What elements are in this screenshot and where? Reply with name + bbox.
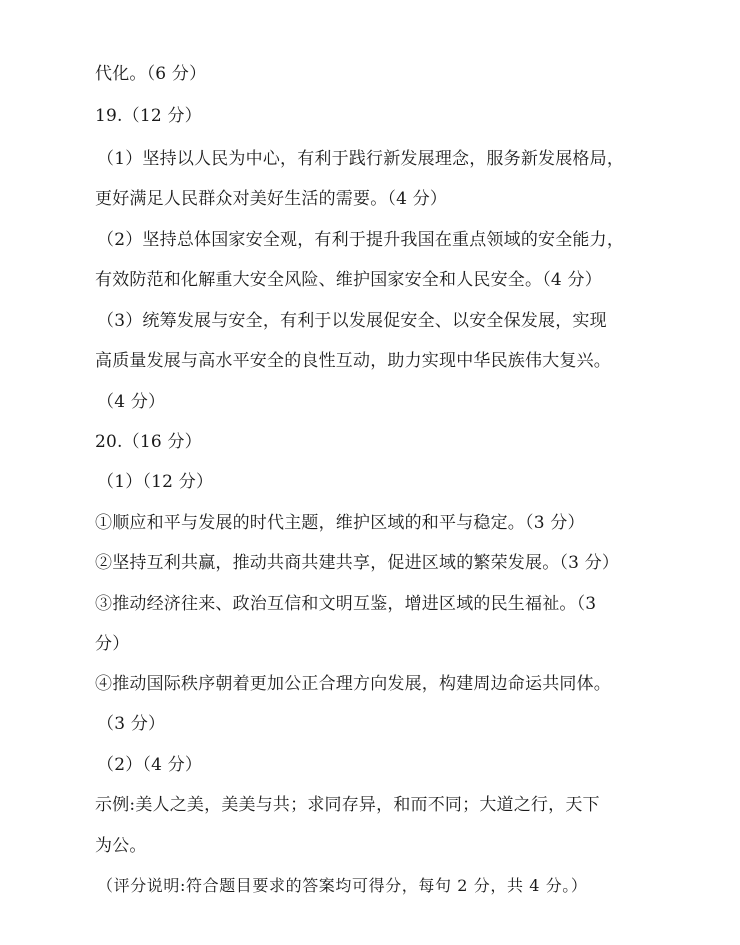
q19-point1-line1: （1）坚持以人民为中心，有利于践行新发展理念，服务新发展格局，: [97, 149, 625, 169]
q20-item4-line1: ④推动国际秩序朝着更加公正合理方向发展，构建周边命运共同体。: [95, 674, 611, 694]
q20-example-line2: 为公。: [95, 836, 147, 856]
q20-example-line1: 示例:美人之美，美美与共；求同存异，和而不同；大道之行，天下: [95, 795, 600, 815]
q19-point3-score: （4 分）: [97, 392, 166, 412]
q19-point3-line2: 高质量发展与高水平安全的良性互动，助力实现中华民族伟大复兴。: [95, 351, 611, 371]
q20-item2: ②坚持互利共赢，推动共商共建共享，促进区域的繁荣发展。（3 分）: [95, 553, 620, 573]
q20-part1-header: （1）（12 分）: [97, 472, 214, 492]
question-19-header: 19.（12 分）: [95, 106, 202, 126]
q20-item3-line2: 分）: [95, 634, 130, 654]
q20-item3-line1: ③推动经济往来、政治互信和文明互鉴，增进区域的民生福祉。（3: [95, 594, 597, 614]
q20-item1: ①顺应和平与发展的时代主题，维护区域的和平与稳定。（3 分）: [95, 513, 585, 533]
q20-part2-header: （2）（4 分）: [97, 755, 203, 775]
q19-point3-line1: （3）统筹发展与安全，有利于以发展促安全、以安全保发展，实现: [97, 311, 607, 331]
q19-point2-line2: 有效防范和化解重大安全风险、维护国家安全和人民安全。（4 分）: [95, 270, 602, 290]
scoring-note: （评分说明:符合题目要求的答案均可得分，每句 2 分，共 4 分。）: [97, 876, 588, 895]
q19-point1-line2: 更好满足人民群众对美好生活的需要。（4 分）: [95, 189, 448, 209]
q20-item4-score: （3 分）: [97, 714, 166, 734]
question-20-header: 20.（16 分）: [95, 432, 202, 452]
q19-point2-line1: （2）坚持总体国家安全观，有利于提升我国在重点领域的安全能力，: [97, 230, 625, 250]
text-line-continuation: 代化。（6 分）: [95, 64, 207, 84]
